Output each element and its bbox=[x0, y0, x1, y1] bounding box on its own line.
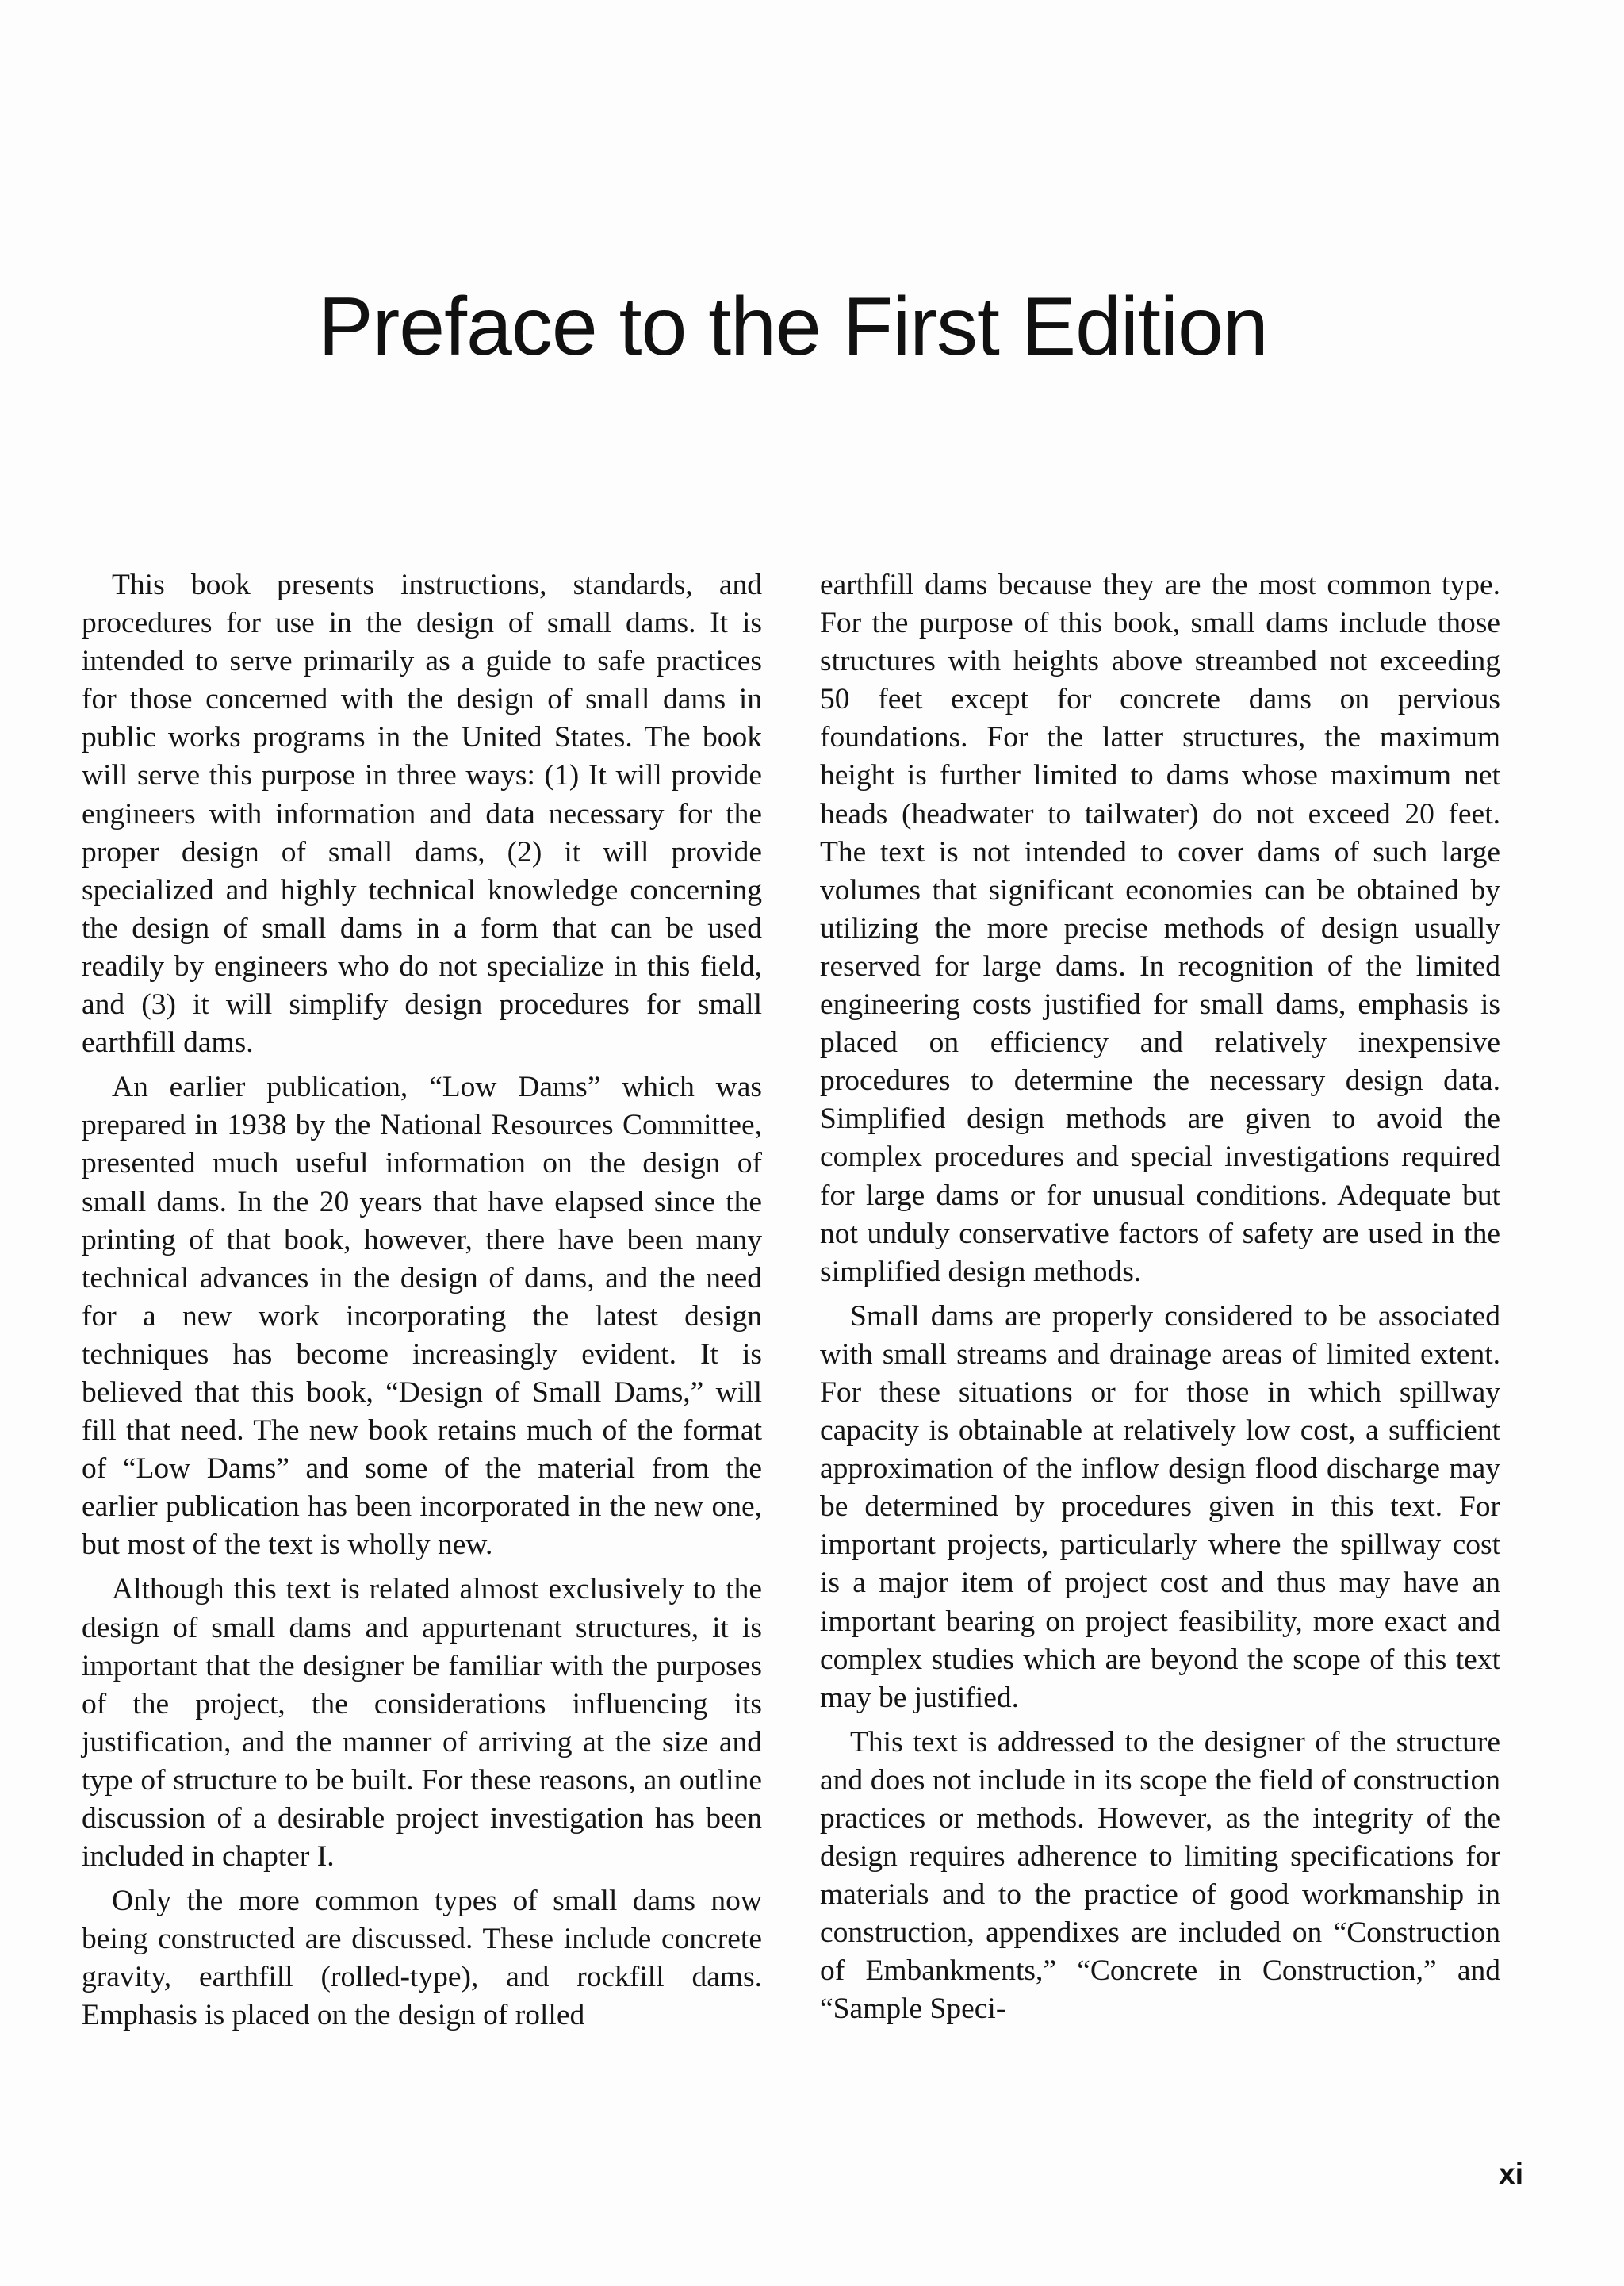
paragraph: This text is addressed to the designer of the structure and does not include in its scope the field of construction practices or methods. However, as the integrity of the design requires adherence to limiting specifications for materials and to the practice of good workmanship in construction, appendixes are included on “Construction of Embankments,” “Concrete in Construction,” and “Sample Speci- bbox=[820, 1725, 1500, 2026]
left-text-column bbox=[82, 566, 762, 2042]
paragraph: This book presents instructions, standards, and procedures for use in the design of small dams. It is intended to serve primarily as a guide to safe practices for those concerned with the design of small dams in public works programs in the United States. The book will serve this purpose in three ways: (1) It will provide engineers with information and data necessary for the proper design of small dams, (2) it will provide specialized and highly technical knowledge concerning the design of small dams in a form that can be used readily by engineers who do not specialize in this field, and (3) it will simplify design procedures for small earthfill dams. bbox=[82, 569, 762, 1060]
paragraph: Although this text is related almost exclusively to the design of small dams and appurtenant structures, it is important that the designer be familiar with the purposes of the project, the considerations influencing its justification, and the manner of arriving at the size and type of structure to be built. For these reasons, an outline discussion of a desirable project investigation has been included in chapter I. bbox=[82, 1573, 762, 1874]
paragraph-continued: earthfill dams because they are the most common type. For the purpose of this book, small dams include those structures with heights above streambed not exceeding 50 feet except for concrete dams on pervious foundations. For the latter structures, the maximum height is further limited to dams whose maximum net heads (headwater to tailwater) do not exceed 20 feet. The text is not intended to cover dams of such large volumes that significant economies can be obtained by utilizing the more precise methods of design usually reserved for large dams. In recognition of the limited engineering costs justified for small dams, emphasis is placed on efficiency and relatively inexpensive procedures to determine the necessary design data. Simplified design methods are given to avoid the complex procedures and special investigations required for large dams or for unusual conditions. Adequate but not unduly conservative factors of safety are used in the simplified design methods. bbox=[820, 569, 1500, 1288]
paragraph: An earlier publication, “Low Dams” which was prepared in 1938 by the National Resources Committee, presented much useful information on the design of small dams. In the 20 years that have elapsed since the printing of that book, however, there have been many technical advances in the design of dams, and the need for a new work incorporating the latest design techniques has become increasingly evident. It is believed that this book, “Design of Small Dams,” will fill that need. The new book retains much of the format of “Low Dams” and some of the material from the earlier publication has been incorporated in the new one, but most of the text is wholly new. bbox=[82, 1071, 762, 1562]
page-number: xi bbox=[1499, 2158, 1523, 2190]
right-text-column bbox=[820, 566, 1500, 2035]
paragraph: Small dams are properly considered to be associated with small streams and drainage areas of limited extent. For these situations or for those in which spillway capacity is obtainable at relatively low cost, a sufficient approximation of the inflow design flood discharge may be determined by procedures given in this text. For important projects, particularly where the spillway cost is a major item of project cost and thus may have an important bearing on project feasibility, more exact and complex studies which are beyond the scope of this text may be justified. bbox=[820, 1299, 1500, 1714]
paragraph: Only the more common types of small dams now being constructed are discussed. These include concrete gravity, earthfill (rolled-type), and rockfill dams. Emphasis is placed on the design of rolled bbox=[82, 1885, 762, 2032]
page-title: Preface to the First Edition bbox=[318, 281, 1268, 373]
